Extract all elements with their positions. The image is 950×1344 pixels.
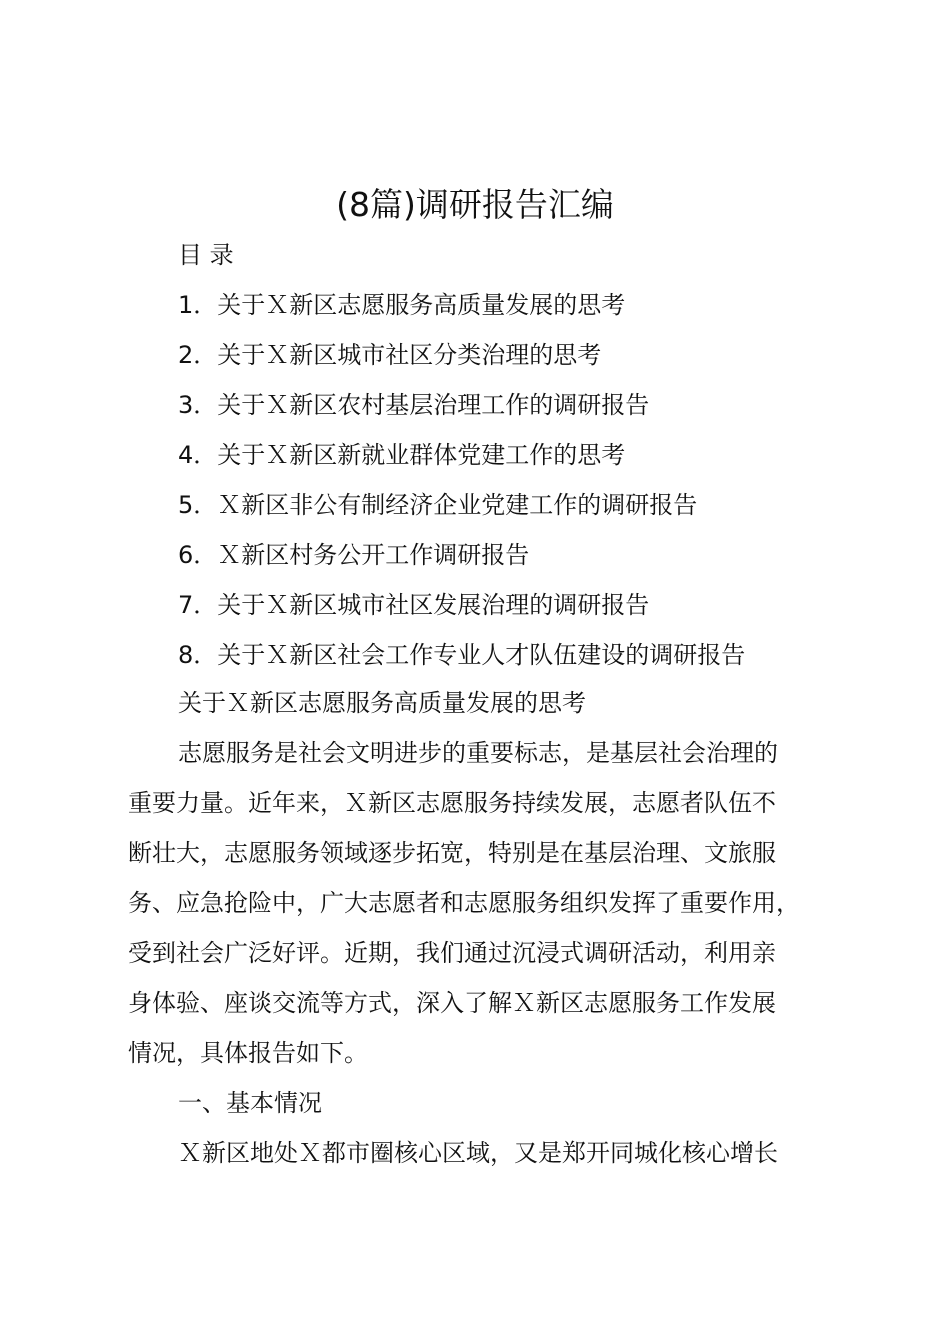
- body-text: [128, 728, 838, 1178]
- toc-item: 7．关于Ｘ新区城市社区发展治理的调研报告: [178, 591, 650, 619]
- text-line: 断壮大，志愿服务领域逐步拓宽，特别是在基层治理、文旅服: [128, 839, 776, 867]
- text-line: 重要力量。近年来，Ｘ新区志愿服务持续发展，志愿者队伍不: [128, 789, 776, 817]
- toc-item: 4．关于Ｘ新区新就业群体党建工作的思考: [178, 441, 626, 469]
- text-line: Ｘ新区地处Ｘ都市圈核心区域，又是郑开同城化核心增长: [178, 1139, 778, 1167]
- paragraph-intro: [128, 728, 838, 1078]
- toc-item: 1．关于Ｘ新区志愿服务高质量发展的思考: [178, 291, 626, 319]
- paragraph-basic-info: [128, 1128, 838, 1178]
- toc-item: 5．Ｘ新区非公有制经济企业党建工作的调研报告: [178, 491, 698, 519]
- subheading: 一、基本情况: [178, 1089, 322, 1117]
- toc-heading: 目 录: [178, 241, 234, 269]
- toc-item: 2．关于Ｘ新区城市社区分类治理的思考: [178, 341, 602, 369]
- toc-item: 3．关于Ｘ新区农村基层治理工作的调研报告: [178, 391, 650, 419]
- text-line: 身体验、座谈交流等方式，深入了解Ｘ新区志愿服务工作发展: [128, 989, 776, 1017]
- document-title: (8篇)调研报告汇编: [336, 185, 614, 224]
- toc-item: 8．关于Ｘ新区社会工作专业人才队伍建设的调研报告: [178, 641, 746, 669]
- section-title: 关于Ｘ新区志愿服务高质量发展的思考: [178, 689, 586, 717]
- text-line: 志愿服务是社会文明进步的重要标志，是基层社会治理的: [178, 739, 778, 767]
- text-line: 务、应急抢险中，广大志愿者和志愿服务组织发挥了重要作用，: [128, 889, 800, 917]
- toc-item: 6．Ｘ新区村务公开工作调研报告: [178, 541, 530, 569]
- table-of-contents: [178, 230, 745, 680]
- text-line: 受到社会广泛好评。近期，我们通过沉浸式调研活动，利用亲: [128, 939, 776, 967]
- text-line: 情况，具体报告如下。: [128, 1039, 368, 1067]
